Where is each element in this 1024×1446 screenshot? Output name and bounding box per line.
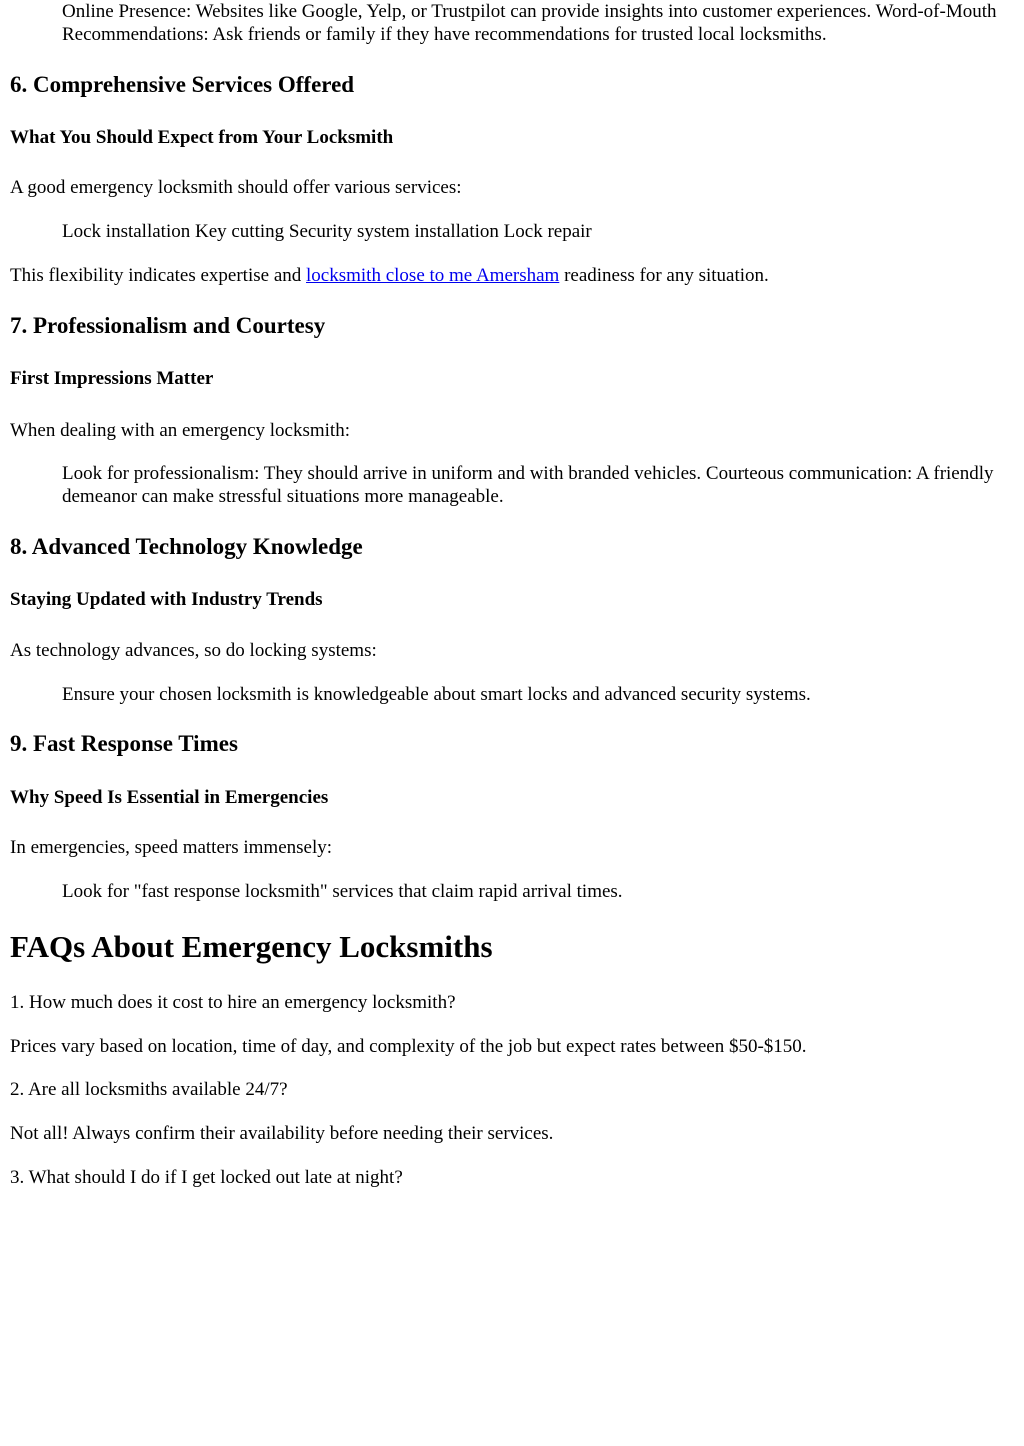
section-6-subheading: What You Should Expect from Your Locksmith xyxy=(10,127,394,148)
faq-question-1: 1. How much does it cost to hire an emergency locksmith? xyxy=(10,992,456,1013)
section-7-list: Look for professionalism: They should arrive in uniform and with branded vehicles. Courteous communication: A friendly demeanor can make stressful situations more manageable. xyxy=(62,463,994,507)
section-8-list: Ensure your chosen locksmith is knowledgeable about smart locks and advanced security systems. xyxy=(62,684,811,705)
intro-list-text: Online Presence: Websites like Google, Yelp, or Trustpilot can provide insights into customer experiences. Word-of-Mouth Recommendations: Ask friends or family if they have recommendations for trusted local locksmiths. xyxy=(62,1,997,45)
section-7-subheading: First Impressions Matter xyxy=(10,368,214,389)
section-6-list: Lock installation Key cutting Security system installation Lock repair xyxy=(62,221,592,242)
section-9-paragraph: In emergencies, speed matters immensely: xyxy=(10,837,333,858)
section-8-paragraph: As technology advances, so do locking systems: xyxy=(10,640,377,661)
section-6-heading: 6. Comprehensive Services Offered xyxy=(10,72,355,97)
section-6-closing-before: This flexibility indicates expertise and xyxy=(10,265,307,286)
section-6-paragraph: A good emergency locksmith should offer various services: xyxy=(10,177,462,198)
faq-answer-2: Not all! Always confirm their availability before needing their services. xyxy=(10,1123,554,1144)
section-8-subheading: Staying Updated with Industry Trends xyxy=(10,589,323,610)
section-6-closing-after: readiness for any situation. xyxy=(559,265,769,286)
locksmith-amersham-link[interactable]: locksmith close to me Amersham xyxy=(306,265,560,286)
faq-question-2: 2. Are all locksmiths available 24/7? xyxy=(10,1079,288,1100)
faq-answer-1: Prices vary based on location, time of day, and complexity of the job but expect rates between $50-$150. xyxy=(10,1036,807,1057)
section-9-heading: 9. Fast Response Times xyxy=(10,731,238,756)
section-7-paragraph: When dealing with an emergency locksmith: xyxy=(10,420,350,441)
section-9-subheading: Why Speed Is Essential in Emergencies xyxy=(10,787,329,808)
section-9-list: Look for "fast response locksmith" services that claim rapid arrival times. xyxy=(62,881,623,902)
faq-question-3: 3. What should I do if I get locked out late at night? xyxy=(10,1167,403,1188)
section-8-heading: 8. Advanced Technology Knowledge xyxy=(10,534,363,559)
section-6-closing xyxy=(10,264,769,287)
faq-heading: FAQs About Emergency Locksmiths xyxy=(10,929,493,964)
section-7-heading: 7. Professionalism and Courtesy xyxy=(10,313,326,338)
